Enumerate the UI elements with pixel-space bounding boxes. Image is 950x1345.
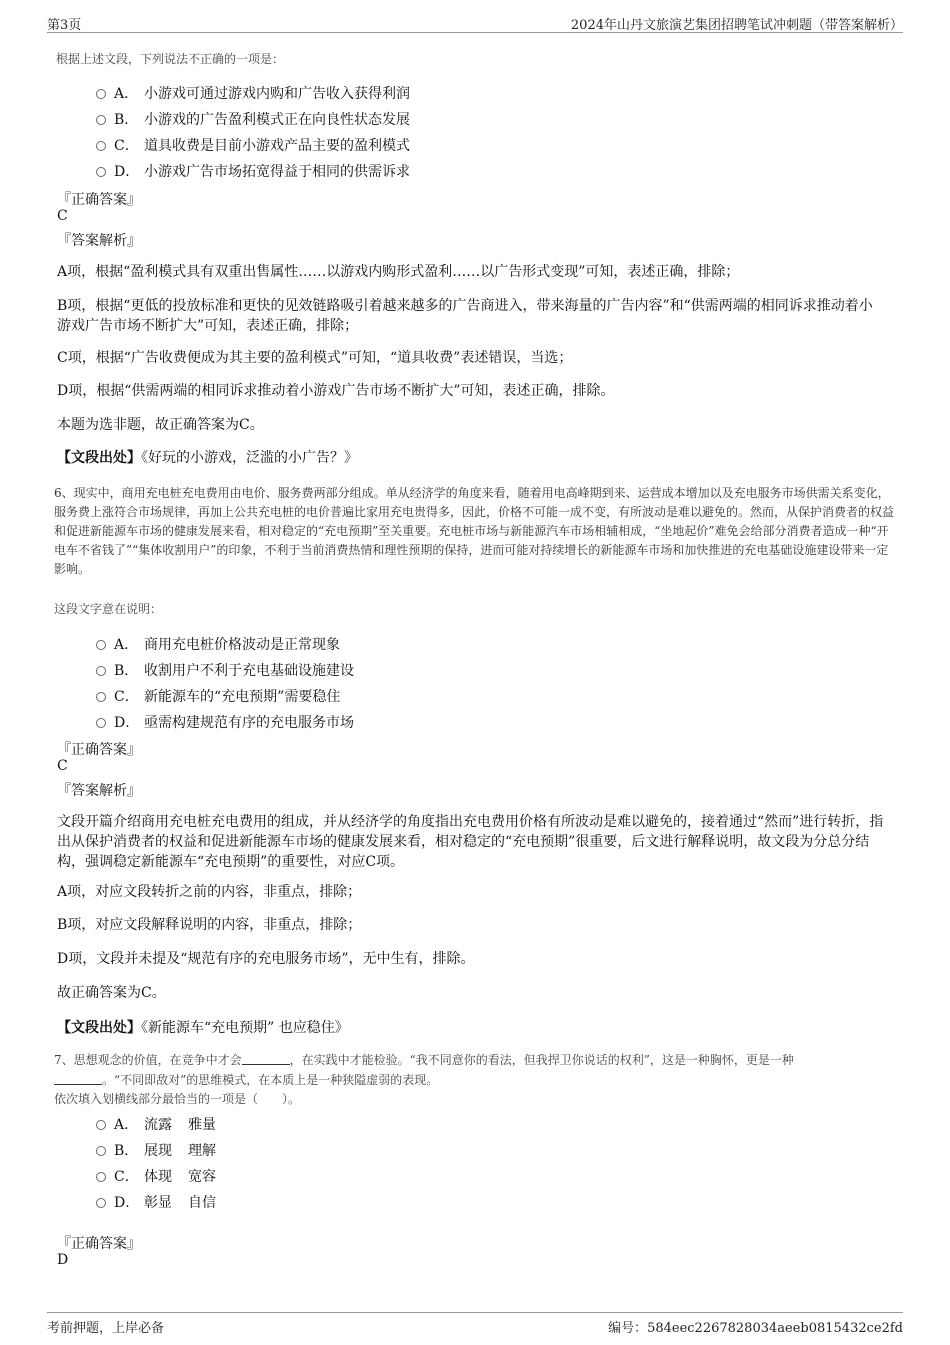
q6-option-d[interactable]: D． 亟需构建规范有序的充电服务市场 (96, 712, 354, 732)
radio-icon[interactable] (96, 141, 106, 151)
radio-icon[interactable] (96, 718, 106, 728)
q5-analysis-c: C项，根据“广告收费便成为其主要的盈利模式”可知，“道具收费”表述错误，当选； (57, 350, 573, 366)
q6-option-b[interactable]: B． 收割用户不利于充电基础设施建设 (96, 660, 354, 680)
radio-icon[interactable] (96, 89, 106, 99)
radio-icon[interactable] (96, 115, 106, 125)
q5-conclusion: 本题为选非题，故正确答案为C。 (57, 417, 264, 433)
q6-prompt: 这段文字意在说明： (54, 602, 163, 616)
q6-option-c[interactable]: C． 新能源车的“充电预期”需要稳住 (96, 686, 340, 706)
q7-option-d[interactable]: D． 彰显 自信 (96, 1192, 216, 1212)
q7-option-c[interactable]: C． 体现 宽容 (96, 1166, 216, 1186)
q5-analysis-label: 『答案解析』 (57, 233, 141, 249)
radio-icon[interactable] (96, 167, 106, 177)
radio-icon[interactable] (96, 1120, 106, 1130)
q6-analysis-a: A项，对应文段转折之前的内容，非重点，排除； (57, 884, 362, 900)
q6-passage: 6、现实中，商用充电桩充电费用由电价、服务费两部分组成。单从经济学的角度来看，随着用电高峰期到来、运营成本增加以及充电服务市场供需关系变化，服务费上涨符合市场规律，再加上公共充电桩的电价普遍比家用充电贵得多，因此，价格不可能一成不变，有所波动是难以避免的。然而，从保护消费者的权益和促进新能源车市场的健康发展来看，相对稳定的“充电预期”至关重要。充电桩市场与新能源汽车市场相辅相成，“坐地起价”难免会给部分消费者造成一种“开电车不省钱了”“集体收割用户”的印象，不利于当前消费热情和理性预期的保持，进而可能对持续增长的新能源车市场和加快推进的充电基础设施建设带来一定影响。 (54, 486, 895, 576)
q5-analysis-a: A项，根据“盈利模式具有双重出售属性……以游戏内购形式盈利……以广告形式变现”可知，表述正确，排除； (57, 264, 740, 280)
q7-option-a[interactable]: A． 流露 雅量 (96, 1114, 216, 1134)
q6-conclusion: 故正确答案为C。 (57, 985, 166, 1001)
q5-option-a[interactable]: A． 小游戏可通过游戏内购和广告收入获得利润 (96, 83, 410, 103)
q6-analysis-b: B项，对应文段解释说明的内容，非重点，排除； (57, 917, 362, 933)
q7-stem-line1: 7、思想观念的价值，在竞争中才会 ，在实践中才能检验。“我不同意你的看法，但我捍卫你说话的权利”，这是一种胸怀，更是一种 (54, 1053, 794, 1067)
q6-analysis-main: 文段开篇介绍商用充电桩充电费用的组成，并从经济学的角度指出充电费用价格有所波动是难以避免的，接着通过“然而”进行转折，指出从保护消费者的权益和促进新能源车市场的健康发展来看，相对稳定的“充电预期”很重要，后文进行解释说明，故文段为分总分结构，强调稳定新能源车“充电预期”的重要性，对应C项。 (57, 814, 884, 870)
blank-2 (54, 1072, 102, 1085)
q5-answer-label: 『正确答案』 (57, 192, 141, 208)
radio-icon[interactable] (96, 640, 106, 650)
footer-slogan: 考前押题，上岸必备 (47, 1321, 165, 1336)
q6-option-a[interactable]: A． 商用充电桩价格波动是正常现象 (96, 634, 340, 654)
document-id: 编号：584eec2267828034aeeb0815432ce2fd (608, 1321, 903, 1336)
q5-option-d[interactable]: D． 小游戏广告市场拓宽得益于相同的供需诉求 (96, 161, 410, 181)
blank-1 (242, 1052, 290, 1065)
q7-prompt: 依次填入划横线部分最恰当的一项是（ ）。 (54, 1092, 301, 1106)
q7-answer-label: 『正确答案』 (57, 1236, 141, 1252)
q5-analysis-d: D项，根据“供需两端的相同诉求推动着小游戏广告市场不断扩大”可知，表述正确，排除。 (57, 383, 615, 399)
q6-analysis-label: 『答案解析』 (57, 783, 141, 799)
radio-icon[interactable] (96, 1146, 106, 1156)
q5-answer: C (57, 208, 68, 224)
q6-analysis-d: D项，文段并未提及“规范有序的充电服务市场”，无中生有，排除。 (57, 951, 475, 967)
document-title: 2024年山丹文旅演艺集团招聘笔试冲刺题（带答案解析） (570, 18, 903, 33)
page-number: 第3页 (47, 18, 82, 33)
q6-answer: C (57, 758, 68, 774)
radio-icon[interactable] (96, 1172, 106, 1182)
q7-answer: D (57, 1252, 69, 1268)
radio-icon[interactable] (96, 1198, 106, 1208)
q5-option-c[interactable]: C． 道具收费是目前小游戏产品主要的盈利模式 (96, 135, 410, 155)
q6-source: 【文段出处】《新能源车“充电预期” 也应稳住》 (57, 1020, 349, 1036)
q5-source: 【文段出处】《好玩的小游戏，泛滥的小广告？》 (57, 450, 358, 466)
q5-analysis-b: B项，根据“更低的投放标准和更快的见效链路吸引着越来越多的广告商进入，带来海量的广告内容”和“供需两端的相同诉求推动着小游戏广告市场不断扩大”可知，表述正确，排除； (57, 298, 873, 334)
page-header (47, 12, 903, 33)
q7-stem-line2: 。“不同即敌对”的思维模式，在本质上是一种狭隘虚弱的表现。 (54, 1071, 438, 1088)
q7-option-b[interactable]: B． 展现 理解 (96, 1140, 216, 1160)
q6-answer-label: 『正确答案』 (57, 742, 141, 758)
q5-option-b[interactable]: B． 小游戏的广告盈利模式正在向良性状态发展 (96, 109, 410, 129)
page-footer (47, 1312, 903, 1335)
radio-icon[interactable] (96, 692, 106, 702)
radio-icon[interactable] (96, 666, 106, 676)
q5-prompt: 根据上述文段，下列说法不正确的一项是： (56, 52, 285, 66)
